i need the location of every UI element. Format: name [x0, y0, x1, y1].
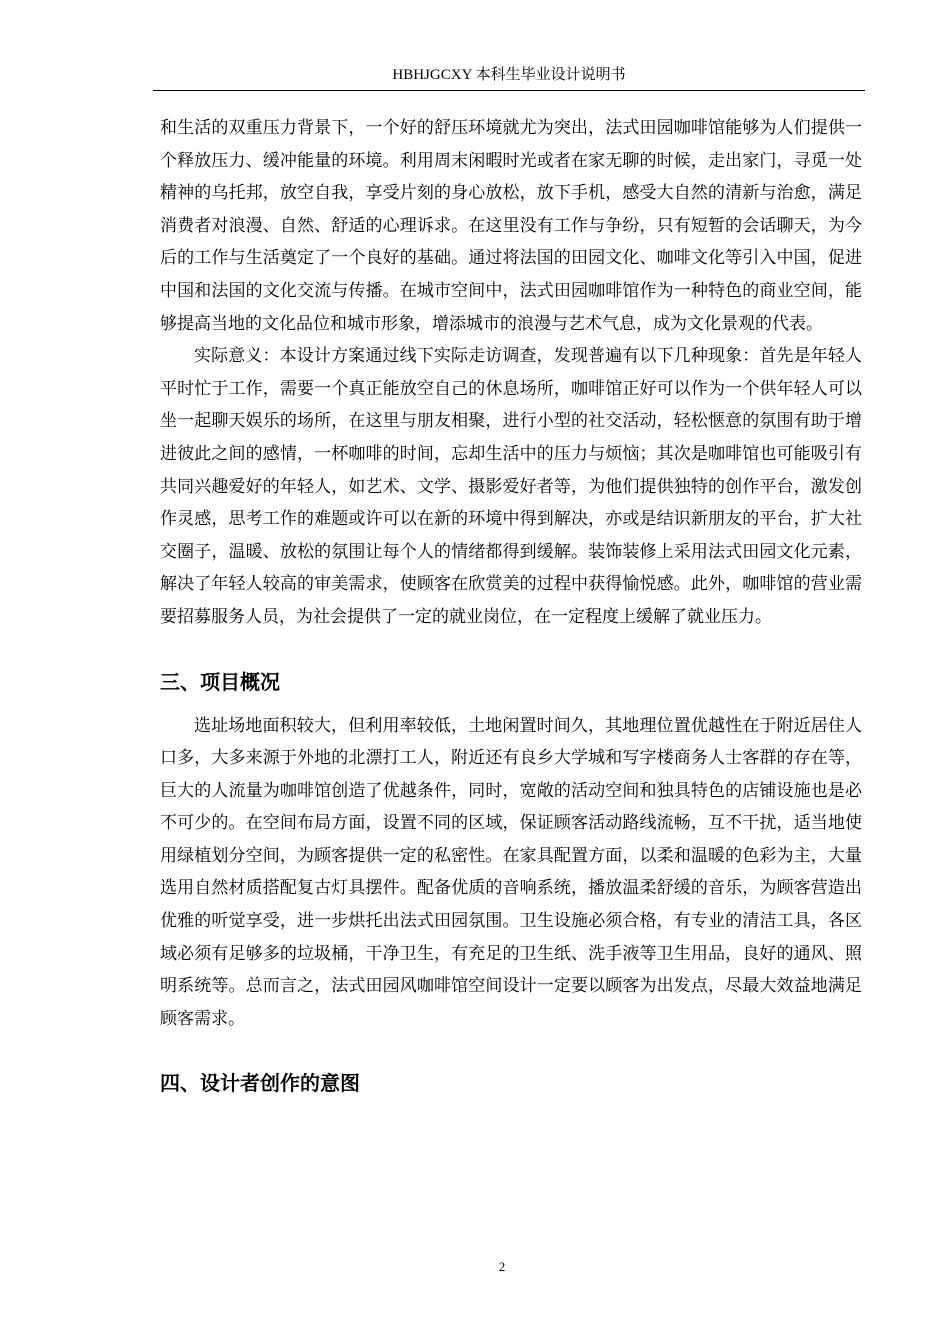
paragraph-continued: 和生活的双重压力背景下，一个好的舒压环境就尤为突出，法式田园咖啡馆能够为人们提供一个释放压力、缓冲能量的环境。利用周末闲暇时光或者在家无聊的时候，走出家门，寻觅一处精神的乌托邦，放空自我，享受片刻的身心放松，放下手机，感受大自然的清新与治愈，满足消费者对浪漫、自然、舒适的心理诉求。在这里没有工作与争纷，只有短暂的会话聊天，为今后的工作与生活奠定了一个良好的基础。通过将法国的田园文化、咖啡文化等引入中国，促进中国和法国的文化交流与传播。在城市空间中，法式田园咖啡馆作为一种特色的商业空间，能够提高当地的文化品位和城市形象，增添城市的浪漫与艺术气息，成为文化景观的代表。 [160, 118, 862, 334]
document-body [160, 112, 862, 1097]
page-number: 2 [498, 1259, 506, 1274]
section-heading-design-intent: 四、设计者创作的意图 [160, 1071, 360, 1096]
section-heading-project-overview: 三、项目概况 [160, 669, 280, 694]
running-header: HBHJGCXY 本科生毕业设计说明书 [392, 67, 626, 83]
paragraph-practical-significance: 实际意义：本设计方案通过线下实际走访调查，发现普遍有以下几种现象：首先是年轻人平时忙于工作，需要一个真正能放空自己的休息场所，咖啡馆正好可以作为一个供年轻人可以坐一起聊天娱乐的场所，在这里与朋友相聚，进行小型的社交活动，轻松惬意的氛围有助于增进彼此之间的感情，一杯咖啡的时间，忘却生活中的压力与烦恼；其次是咖啡馆也可能吸引有共同兴趣爱好的年轻人，如艺术、文学、摄影爱好者等，为他们提供独特的创作平台，激发创作灵感，思考工作的难题或许可以在新的环境中得到解决，亦或是结识新朋友的平台，扩大社交圈子，温暖、放松的氛围让每个人的情绪都得到缓解。装饰装修上采用法式田园文化元素，解决了年轻人较高的审美需求，使顾客在欣赏美的过程中获得愉悦感。此外，咖啡馆的营业需要招募服务人员，为社会提供了一定的就业岗位，在一定程度上缓解了就业压力。 [160, 346, 862, 627]
paragraph-project-overview: 选址场地面积较大，但利用率较低，土地闲置时间久，其地理位置优越性在于附近居住人口多，大多来源于外地的北漂打工人，附近还有良乡大学城和写字楼商务人士客群的存在等，巨大的人流量为咖啡馆创造了优越条件，同时，宽敞的活动空间和独具特色的店铺设施也是必不可少的。在空间布局方面，设置不同的区域，保证顾客活动路线流畅，互不干扰，适当地使用绿植划分空间，为顾客提供一定的私密性。在家具配置方面，以柔和温暖的色彩为主，大量选用自然材质搭配复古灯具摆件。配备优质的音响系统，播放温柔舒缓的音乐，为顾客营造出优雅的听觉享受，进一步烘托出法式田园氛围。卫生设施必须合格，有专业的清洁工具，各区域必须有足够多的垃圾桶，干净卫生，有充足的卫生纸、洗手液等卫生用品，良好的通风、照明系统等。总而言之，法式田园风咖啡馆空间设计一定要以顾客为出发点，尽最大效益地满足顾客需求。 [160, 715, 862, 1029]
header-rule [153, 90, 865, 91]
